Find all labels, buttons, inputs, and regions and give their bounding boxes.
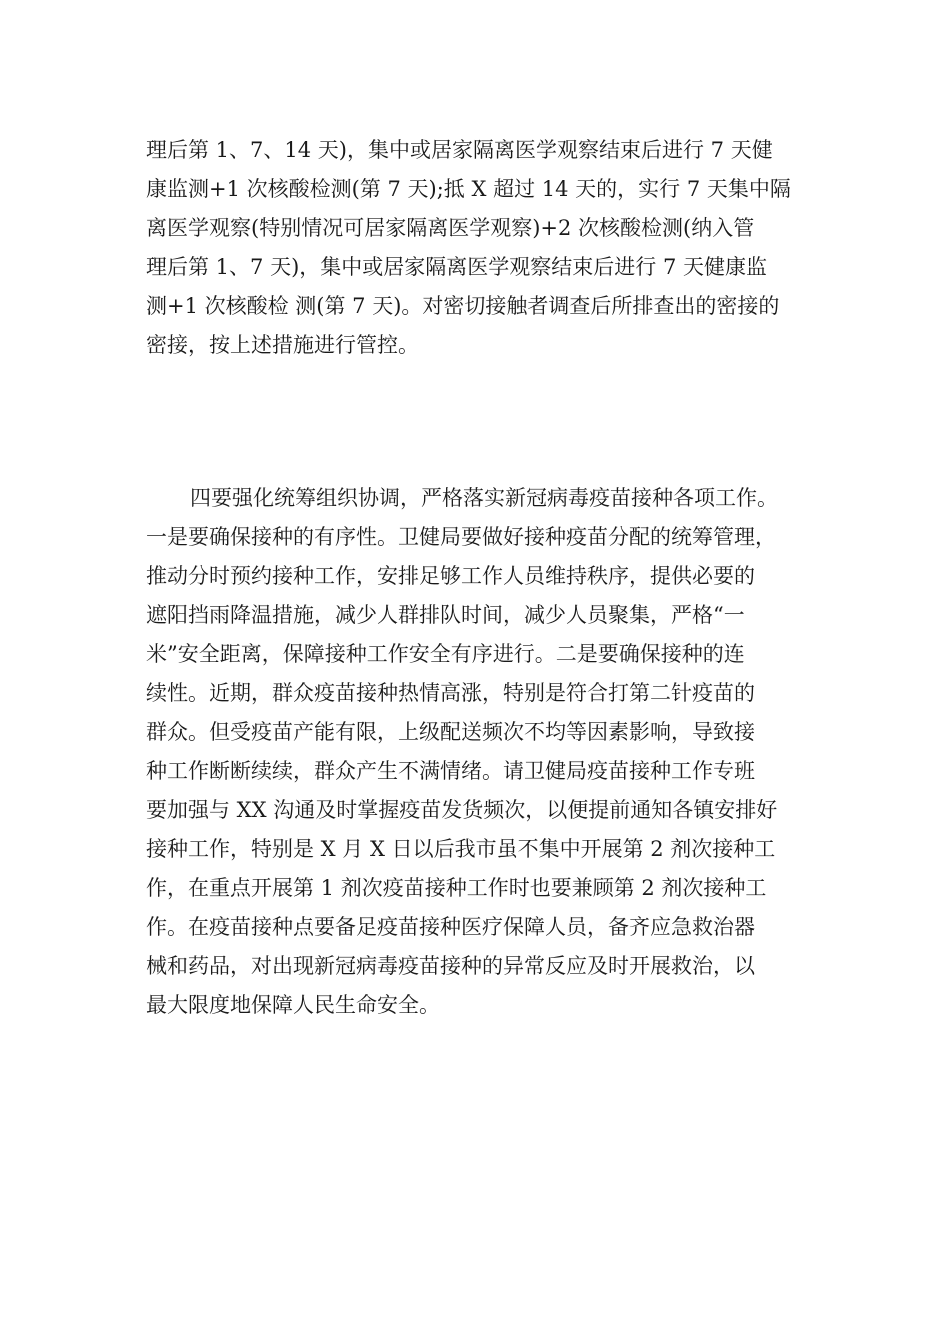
text-line: 测+1 次核酸检 测(第 7 天)。对密切接触者调查后所排查出的密接的 bbox=[146, 294, 780, 318]
text-line: 作。在疫苗接种点要备足疫苗接种医疗保障人员，备齐应急救治器 bbox=[146, 915, 755, 939]
text-line: 接种工作，特别是 X 月 X 日以后我市虽不集中开展第 2 剂次接种工 bbox=[146, 837, 776, 861]
text-line: 离医学观察(特别情况可居家隔离医学观察)+2 次核酸检测(纳入管 bbox=[146, 216, 755, 240]
paragraph-vaccination bbox=[146, 479, 816, 1025]
text-line: 遮阳挡雨降温措施，减少人群排队时间，减少人员聚集，严格“一 bbox=[146, 603, 745, 627]
text-line: 康监测+1 次核酸检测(第 7 天);抵 X 超过 14 天的，实行 7 天集中隔 bbox=[146, 177, 791, 201]
text-line: 密接，按上述措施进行管控。 bbox=[146, 333, 419, 357]
text-line: 理后第 1、7、14 天)，集中或居家隔离医学观察结束后进行 7 天健 bbox=[146, 138, 773, 162]
text-line: 作，在重点开展第 1 剂次疫苗接种工作时也要兼顾第 2 剂次接种工 bbox=[146, 876, 767, 900]
paragraph-continuation bbox=[146, 131, 816, 365]
text-line: 米”安全距离，保障接种工作安全有序进行。二是要确保接种的连 bbox=[146, 642, 745, 666]
text-line: 械和药品，对出现新冠病毒疫苗接种的异常反应及时开展救治，以 bbox=[146, 954, 755, 978]
text-line: 群众。但受疫苗产能有限，上级配送频次不均等因素影响，导致接 bbox=[146, 720, 755, 744]
text-line: 推动分时预约接种工作，安排足够工作人员维持秩序，提供必要的 bbox=[146, 564, 755, 588]
text-line: 理后第 1、7 天)，集中或居家隔离医学观察结束后进行 7 天健康监 bbox=[146, 255, 767, 279]
text-line: 一是要确保接种的有序性。卫健局要做好接种疫苗分配的统筹管理， bbox=[146, 525, 776, 549]
text-line: 最大限度地保障人民生命安全。 bbox=[146, 993, 440, 1017]
text-line: 续性。近期，群众疫苗接种热情高涨，特别是符合打第二针疫苗的 bbox=[146, 681, 755, 705]
text-line: 四要强化统筹组织协调，严格落实新冠病毒疫苗接种各项工作。 bbox=[190, 486, 778, 510]
text-line: 种工作断断续续，群众产生不满情绪。请卫健局疫苗接种工作专班 bbox=[146, 759, 755, 783]
text-line: 要加强与 XX 沟通及时掌握疫苗发货频次，以便提前通知各镇安排好 bbox=[146, 798, 778, 822]
